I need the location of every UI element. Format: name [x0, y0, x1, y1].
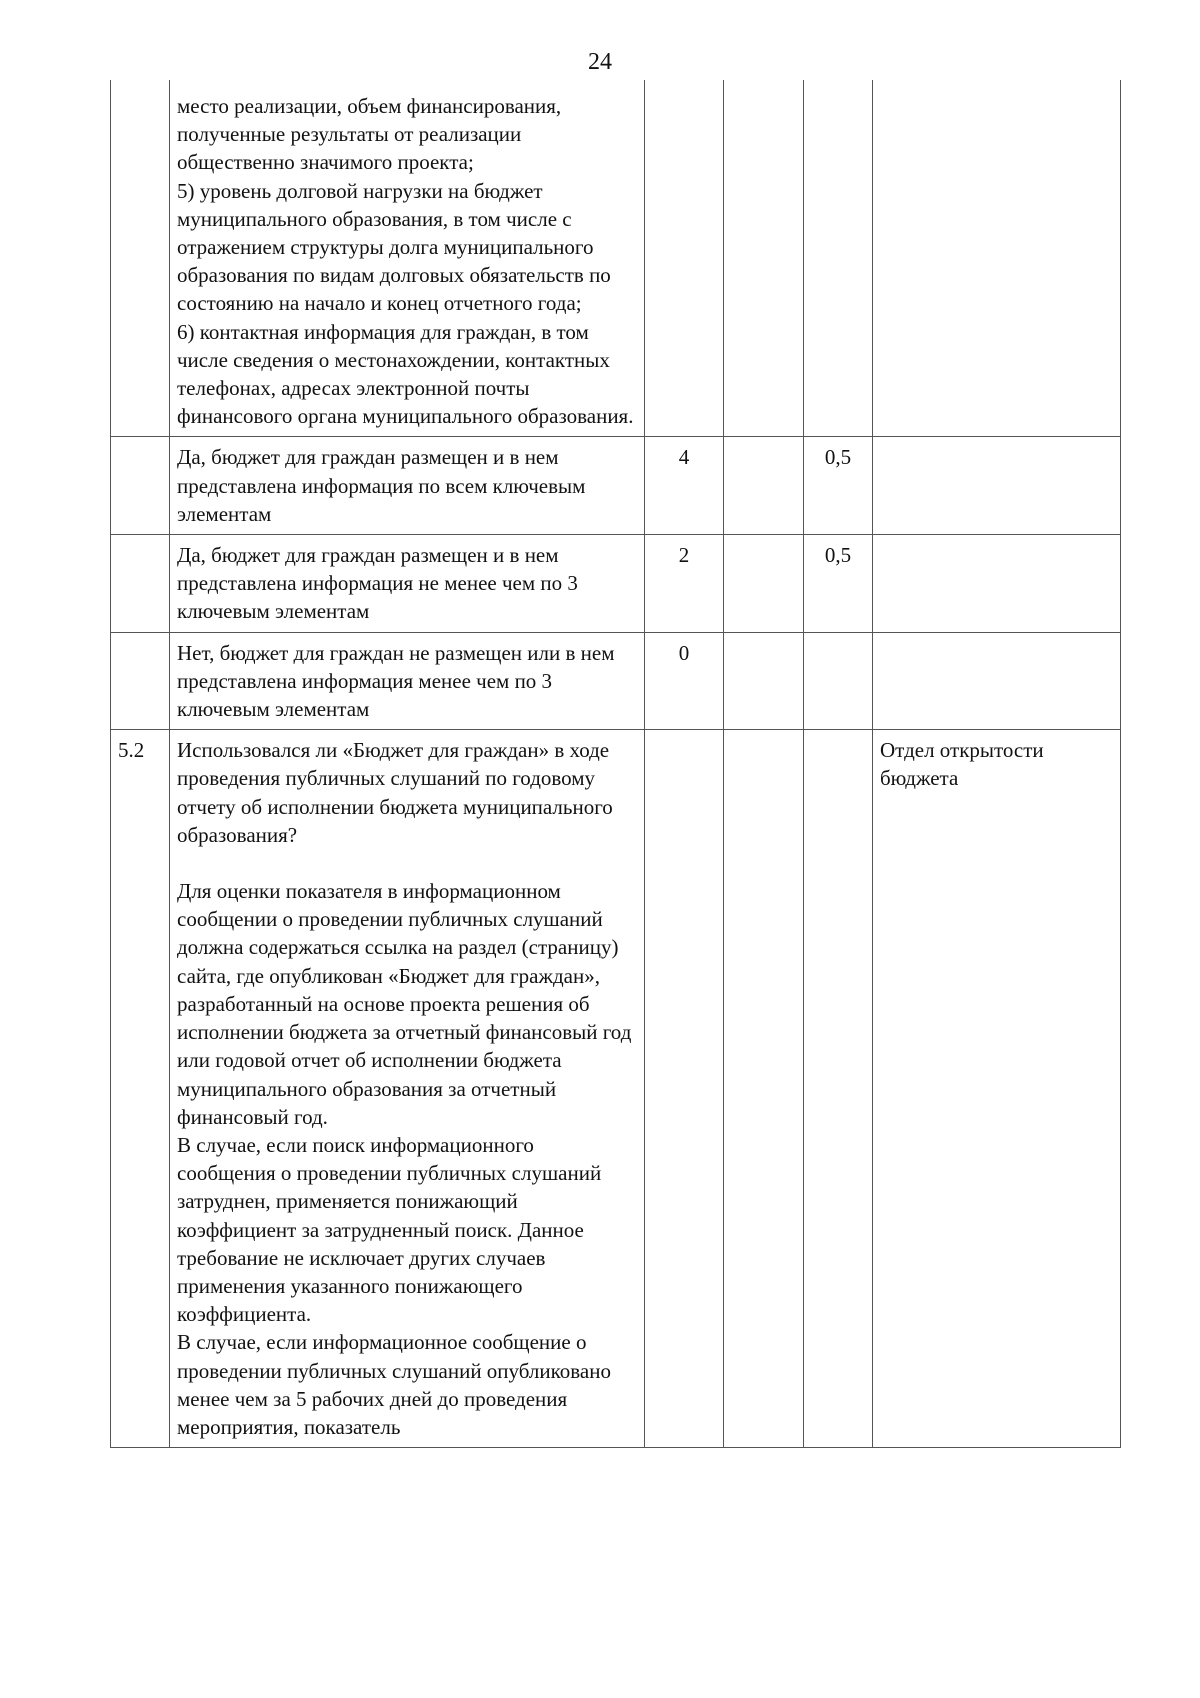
row-number [111, 632, 170, 730]
score-cell [645, 730, 724, 1448]
empty-cell [724, 535, 804, 633]
table-row [111, 80, 1121, 437]
table-row [111, 730, 1121, 1448]
empty-cell [724, 632, 804, 730]
responsible-cell: Отдел открытости бюджета [873, 730, 1121, 1448]
table-row [111, 632, 1121, 730]
empty-cell [724, 437, 804, 535]
row-number [111, 80, 170, 437]
criterion-text [170, 730, 645, 1448]
table-row [111, 535, 1121, 633]
paragraph-gap [177, 849, 637, 877]
evaluation-note: В случае, если информационное сообщение о проведении публичных слушаний опубликовано менее чем за 5 рабочих дней до проведения мероприятия, показатель [177, 1330, 611, 1439]
weight-cell [804, 632, 873, 730]
score-cell: 4 [645, 437, 724, 535]
table-row [111, 437, 1121, 535]
score-cell: 2 [645, 535, 724, 633]
row-number [111, 535, 170, 633]
row-number: 5.2 [111, 730, 170, 1448]
criterion-text: Нет, бюджет для граждан не размещен или в нем представлена информация менее чем по 3 ключевым элементам [170, 632, 645, 730]
evaluation-method: Для оценки показателя в информационном сообщении о проведении публичных слушаний должна содержаться ссылка на раздел (страницу) сайта, где опубликован «Бюджет для граждан», разработанный на основе проекта решения об исполнении бюджета за отчетный финансовый год или годовой отчет об исполнении бюджета муниципального образования за отчетный финансовый год. [177, 879, 632, 1129]
row-number [111, 437, 170, 535]
criterion-paragraph: 5) уровень долговой нагрузки на бюджет муниципального образования, в том числе с отражением структуры долга муниципального образования по видам долговых обязательств по состоянию на начало и конец отчетного года; [177, 178, 611, 316]
evaluation-note: В случае, если поиск информационного сообщения о проведении публичных слушаний затруднен, применяется понижающий коэффициент за затрудненный поиск. Данное требование не исключает других случаев применения указанного понижающего коэффициента. [177, 1132, 602, 1327]
responsible-cell [873, 437, 1121, 535]
criteria-table [110, 80, 1121, 1448]
weight-cell [804, 80, 873, 437]
responsible-cell [873, 80, 1121, 437]
weight-cell: 0,5 [804, 535, 873, 633]
weight-cell [804, 730, 873, 1448]
page-number: 24 [588, 49, 612, 75]
criterion-paragraph: 6) контактная информация для граждан, в том числе сведения о местонахождении, контактных телефонах, адресах электронной почты финансового органа муниципального образования. [177, 319, 634, 429]
weight-cell: 0,5 [804, 437, 873, 535]
score-cell: 0 [645, 632, 724, 730]
empty-cell [724, 80, 804, 437]
score-cell [645, 80, 724, 437]
empty-cell [724, 730, 804, 1448]
responsible-cell [873, 535, 1121, 633]
criterion-text [170, 80, 645, 437]
indicator-question: Использовался ли «Бюджет для граждан» в ходе проведения публичных слушаний по годовому отчету об исполнении бюджета муниципального образования? [177, 738, 613, 847]
criterion-text: Да, бюджет для граждан размещен и в нем представлена информация не менее чем по 3 ключевым элементам [170, 535, 645, 633]
criterion-paragraph: место реализации, объем финансирования, полученные результаты от реализации общественно значимого проекта; [177, 94, 562, 175]
criterion-text: Да, бюджет для граждан размещен и в нем представлена информация по всем ключевым элементам [170, 437, 645, 535]
responsible-cell [873, 632, 1121, 730]
